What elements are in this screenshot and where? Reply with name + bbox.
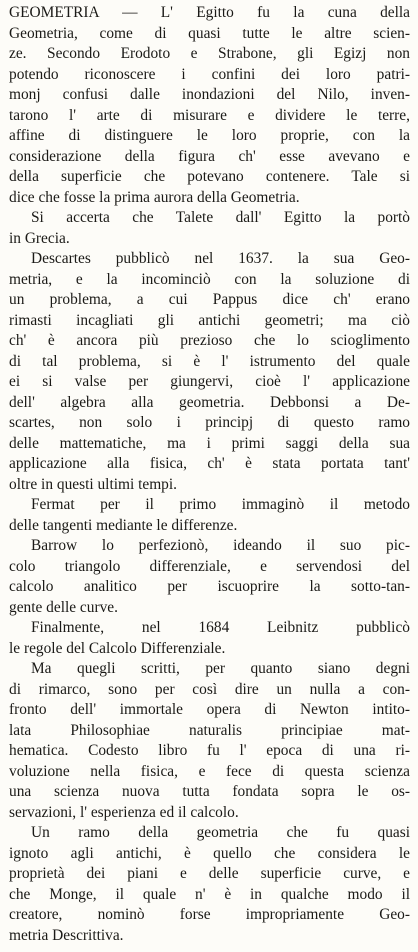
text-line: dell' algebra alla geometria. Debbonsi a De- xyxy=(9,393,410,411)
text-line: Descartes pubblicò nel 1637. la sua Geo- xyxy=(31,250,410,267)
text-line: Fermat per il primo immaginò il metodo xyxy=(31,496,410,513)
text-line: lata Philosophiae naturalis principiae mat- xyxy=(9,721,410,739)
paragraph-geometria-origins xyxy=(9,3,410,208)
text-line: le regole del Calcolo Differenziale. xyxy=(9,639,226,657)
text-line: Geometria, come di quasi tutte le altre scien- xyxy=(9,24,410,42)
text-line: un problema, a cui Pappus dice ch' erano xyxy=(9,291,410,308)
text-line: ei si valse per giungervi, cioè l' applicazione xyxy=(9,373,410,390)
text-line: servazioni, l' esperienza ed il calcolo. xyxy=(9,803,239,821)
text-line: in Grecia. xyxy=(9,229,70,247)
paragraph-barrow xyxy=(9,536,410,618)
text-line: della superficie che potevano contenere. Tale si xyxy=(9,168,410,185)
text-line: di tal problema, si è l' istrumento del quale xyxy=(9,352,410,370)
text-line: voluzione nella fisica, e fece di questa scienza xyxy=(9,762,410,780)
text-line: proprietà dei piani e delle superficie curve, e xyxy=(9,865,410,882)
text-line: che Monge, il quale n' è in qualche modo il xyxy=(9,885,410,903)
text-line: rimasti incagliati gli antichi geometri; ma ciò xyxy=(9,311,410,329)
text-line: Un ramo della geometria che fu quasi xyxy=(31,824,410,841)
text-line: ze. Secondo Erodoto e Strabone, gli Egizj non xyxy=(9,45,410,62)
text-line: delle tangenti mediante le differenze. xyxy=(9,516,238,534)
text-line: creatore, nominò forse impropriamente Geo- xyxy=(9,906,410,923)
text-line: scartes, non solo i principj di questo ramo xyxy=(9,414,410,431)
paragraph-monge xyxy=(9,823,410,946)
paragraph-talete xyxy=(9,208,410,249)
text-line: di rimarco, sono per così dire un nulla a con- xyxy=(9,680,410,698)
text-line: Ma quegli scritti, per quanto siano degni xyxy=(31,660,410,677)
text-line: Si accerta che Talete dall' Egitto la portò xyxy=(31,209,410,226)
text-line: metria, e la incominciò con la soluzione di xyxy=(9,270,410,288)
text-line: dice che fosse la prima aurora della Geometria. xyxy=(9,188,300,206)
text-line: affine di distinguere le loro proprie, con la xyxy=(9,127,410,144)
text-line: ignoto agli antichi, è quello che considera le xyxy=(9,844,410,862)
text-line: GEOMETRIA — L' Egitto fu la cuna della xyxy=(9,4,410,21)
text-line: applicazione alla fisica, ch' è stata portata tant' xyxy=(9,455,410,472)
text-line: una scienza nuova tutta fondata sopra le os- xyxy=(9,783,410,800)
paragraph-leibnitz xyxy=(9,618,410,659)
text-line: ch' è ancora più prezioso che lo scioglimento xyxy=(9,332,410,349)
text-line: potendo riconoscere i confini dei loro patri- xyxy=(9,65,410,83)
text-line: considerazione della figura ch' esse avevano e xyxy=(9,147,410,165)
text-line: Barrow lo perfezionò, ideando il suo pic- xyxy=(31,537,410,554)
text-line: hematica. Codesto libro fu l' epoca di una ri- xyxy=(9,742,410,759)
text-line: Finalmente, nel 1684 Leibnitz pubblicò xyxy=(31,619,410,636)
text-line: delle mattematiche, ma i primi saggi della sua xyxy=(9,434,410,452)
text-line: fronto dell' immortale opera di Newton intito- xyxy=(9,701,410,718)
text-line: tarono l' arte di misurare e dividere le terre, xyxy=(9,106,410,124)
text-line: gente delle curve. xyxy=(9,598,118,616)
text-line: calcolo analitico per iscuoprire la sotto-tan- xyxy=(9,578,410,595)
paragraph-descartes xyxy=(9,249,410,495)
text-line: monj confusi dalle inondazioni del Nilo, inven- xyxy=(9,86,410,103)
paragraph-newton xyxy=(9,659,410,823)
text-line: metria Descrittiva. xyxy=(9,926,124,944)
paragraph-fermat xyxy=(9,495,410,536)
text-line: oltre in questi ultimi tempi. xyxy=(9,475,177,493)
text-line: colo triangolo differenziale, e servendosi del xyxy=(9,557,410,575)
